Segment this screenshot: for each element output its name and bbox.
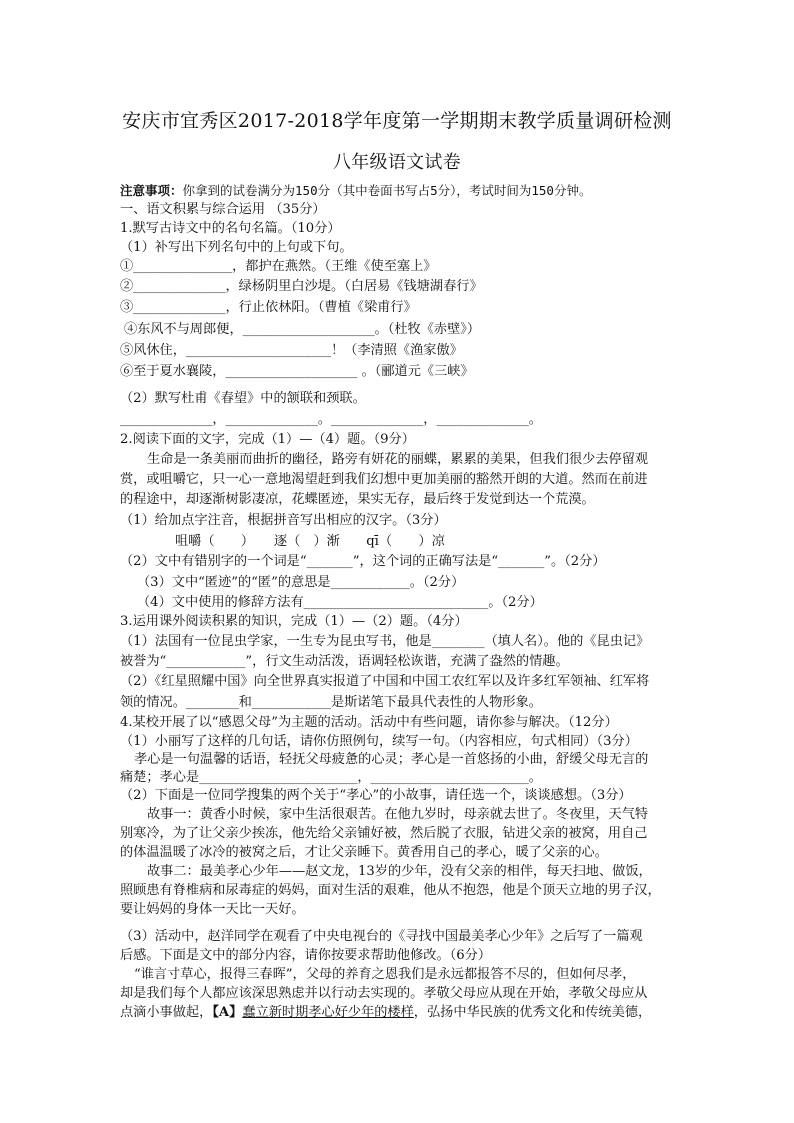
poem-blank-1: ①_______________，都护在燕然。（王维《使至塞上》 [120, 259, 437, 274]
pinyin-blanks: 咀嚼（ ） 逐（ ）渐 qī（ ）凉 [175, 534, 445, 549]
poem-blank-2: ②______________，绿杨阴里白沙堤。（白居易《钱塘湖春行》 [120, 279, 483, 294]
poem-blank-5: ⑤风休住，______________________！（李清照《渔家傲》 [120, 343, 463, 358]
essay-line: 却是我们每个人都应该深思熟虑并以行动去实现的。孝敬父母应从现在开始，孝敬父母应从 [120, 986, 648, 1001]
poem-blank-6: ⑥至于夏水襄陵，____________________ 。（郦道元《三峡》 [120, 364, 474, 379]
poem-blank-3: ③______________，行止依林阳。（曹植《梁甫行》 [120, 300, 417, 315]
question-2-4: （4）文中使用的修辞方法有____________________________。（2分） [137, 595, 543, 610]
reading-paragraph-line: 赏，或咀嚼它，只一心一意地渴望赶到我们幻想中更加美丽的豁然开朗的大道。然而在前进 [120, 472, 648, 487]
section-heading: 一、语文积累与综合运用 （35分） [120, 202, 326, 217]
question-4-1: （1）小丽写了这样的几句话，请你仿照例句，续写一句。（内容相应，句式相同）（3分） [120, 734, 638, 749]
question-3-1: （1）法国有一位昆虫学家，一生专为昆虫写书，他是________（填人名）。他的《昆虫记》 [120, 634, 650, 649]
poem-blank-4: ④东风不与周郎便，____________________。（杜牧《赤壁》） [124, 322, 481, 337]
essay-text: ，弘扬中华民族的优秀文化和传统美德， [413, 1005, 652, 1020]
exam-title: 安庆市宜秀区2017-2018学年度第一学期期末教学质量调研检测 [122, 110, 672, 132]
exam-notice [120, 182, 591, 200]
exam-subtitle: 八年级语文试卷 [332, 152, 462, 173]
question-2-heading: 2.阅读下面的文字，完成（1）—（4）题。（9分） [120, 432, 415, 447]
story-line: 的体温温暖了冰冷的被窝之后，才让父亲睡下。黄香用自己的孝心，暖了父亲的心。 [120, 845, 608, 860]
reading-paragraph-line: 生命是一条美丽而曲折的幽径，路旁有妍花的丽蝶，累累的美果，但我们很少去停留观 [147, 452, 649, 467]
reading-paragraph-line: 的程途中，却逐渐树影凄凉，花蝶匿迹，果实无存，最后终于发觉到达一个荒漠。 [120, 492, 595, 507]
question-3-heading: 3.运用课外阅读积累的知识，完成（1）—（2）题。（4分） [120, 614, 468, 629]
question-1-2: （2）默写杜甫《春望》中的颔联和颈联。 [120, 391, 366, 406]
notice-text: 你拿到的试卷满分为150分（其中卷面书写占5分），考试时间为150分钟。 [182, 183, 592, 198]
notice-label: 注意事项： [120, 183, 183, 198]
story-line: 别寒冷，为了让父亲少挨冻，他先给父亲铺好被，然后脱了衣服，钻进父亲的被窝，用自己 [120, 826, 648, 841]
question-3-2: （2）《红星照耀中国》向全世界真实报道了中国和中国工农红军以及许多红军领袖、红军将 [120, 674, 650, 689]
essay-text: 点滴小事做起， [120, 1005, 213, 1020]
imitation-example: 孝心是一句温馨的话语，轻抚父母疲惫的心灵；孝心是一首悠扬的小曲，舒缓父母无言的 [134, 752, 649, 767]
question-2-2: （2）文中有错别字的一个词是“_______”，这个词的正确写法是“_______”。（2分） [120, 554, 606, 569]
underlined-phrase: 蠢立新时期孝心好少年的楼样 [242, 1005, 414, 1020]
story-line: 故事一：黄香小时候，家中生活很艰苦。在他九岁时，母亲就去世了。冬夜里，天气特 [147, 807, 649, 822]
essay-line: “谁言寸草心，报得三春晖”，父母的养育之恩我们是永远都报答不尽的，但如何尽孝， [134, 967, 636, 982]
question-3-1-cont: 被誉为“____________”，行文生动活泼，语调轻松诙谐，充满了盎然的情趣。 [120, 654, 569, 669]
imitation-blank: 痛楚；孝心是________________________，________________________。 [120, 770, 542, 785]
essay-line [120, 1004, 651, 1022]
question-2-3: （3）文中“匿迹”的“匿”的意思是____________。（2分） [137, 575, 465, 590]
question-1-heading: 1.默写古诗文中的名句名篇。（10分） [120, 221, 341, 236]
question-3-2-cont: 领的情况。________和____________是斯诺笔下最具代表性的人物形象。 [120, 695, 542, 710]
poem-blank-row: ______________，______________。______________，______________。 [120, 412, 542, 427]
question-2-1: （1）给加点字注音，根据拼音写出相应的汉字。（3分） [120, 513, 447, 528]
story-line: 要让妈妈的身体一天比一天好。 [120, 902, 305, 917]
question-4-3-cont: 后感。下面是文中的部分内容，请你按要求帮助他修改。（6分） [120, 948, 492, 963]
story-line: 故事二：最美孝心少年——赵文龙，13岁的少年，没有父亲的相伴，每天扫地、做饭， [147, 864, 652, 879]
question-1-1: （1）补写出下列名句中的上句或下句。 [120, 240, 353, 255]
question-4-heading: 4.某校开展了以“感恩父母”为主题的活动。活动中有些问题，请你参与解决。（12分） [120, 715, 618, 730]
story-line: 照顾患有脊椎病和尿毒症的妈妈，面对生活的艰难，他从不抱怨，他是个顶天立地的男子汉， [120, 883, 661, 898]
question-4-3: （3）活动中，赵洋同学在观看了中央电视台的《寻找中国最美孝心少年》之后写了一篇观 [120, 929, 643, 944]
marker-a: 【A】 [212, 1005, 243, 1020]
question-4-2: （2）下面是一位同学搜集的两个关于“孝心”的小故事，请任选一个，谈谈感想。（3分） [120, 788, 632, 803]
